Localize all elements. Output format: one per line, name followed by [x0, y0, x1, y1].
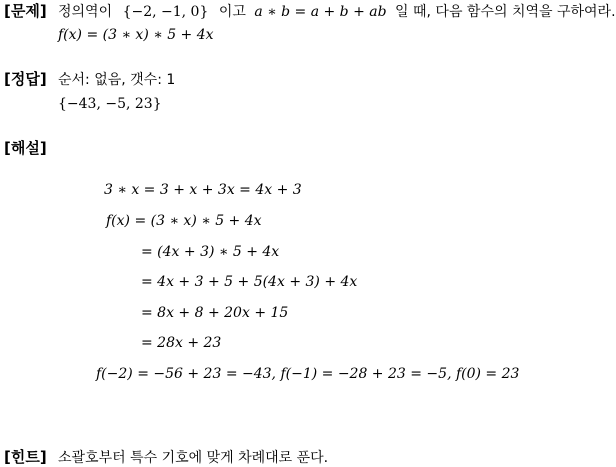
- solution-step-1: 3 ∗ x = 3 + x + 3x = 4x + 3: [104, 182, 302, 198]
- solution-step-7: f(−2) = −56 + 23 = −43, f(−1) = −28 + 23 = −5, f(0) = 23: [96, 366, 520, 382]
- solution-step-5: = 8x + 8 + 20x + 15: [141, 305, 289, 321]
- answer-meta: 순서: 없음, 갯수: 1: [58, 72, 176, 88]
- solution-tag: [해설]: [4, 139, 47, 157]
- solution-step-4: = 4x + 3 + 5 + 5(4x + 3) + 4x: [141, 274, 358, 290]
- problem-mid: 이고: [218, 4, 246, 20]
- problem-tag: [문제]: [4, 2, 47, 20]
- problem-domain: {−2, −1, 0}: [122, 4, 209, 20]
- problem-suffix: 일 때, 다음 함수의 치역을 구하여라.: [395, 4, 616, 20]
- problem-function: f(x) = (3 ∗ x) ∗ 5 + 4x: [58, 27, 214, 43]
- hint-tag: [힌트]: [4, 448, 47, 466]
- answer-tag: [정답]: [4, 70, 47, 88]
- problem-operation: a ∗ b = a + b + ab: [254, 4, 387, 20]
- hint-text: 소괄호부터 특수 기호에 맞게 차례대로 푼다.: [58, 450, 329, 466]
- solution-step-6: = 28x + 23: [141, 335, 222, 351]
- answer-value: {−43, −5, 23}: [58, 96, 162, 112]
- solution-step-3: = (4x + 3) ∗ 5 + 4x: [141, 244, 280, 260]
- problem-statement: [58, 3, 616, 21]
- problem-prefix: 정의역이: [58, 4, 113, 20]
- solution-step-2: f(x) = (3 ∗ x) ∗ 5 + 4x: [106, 213, 262, 229]
